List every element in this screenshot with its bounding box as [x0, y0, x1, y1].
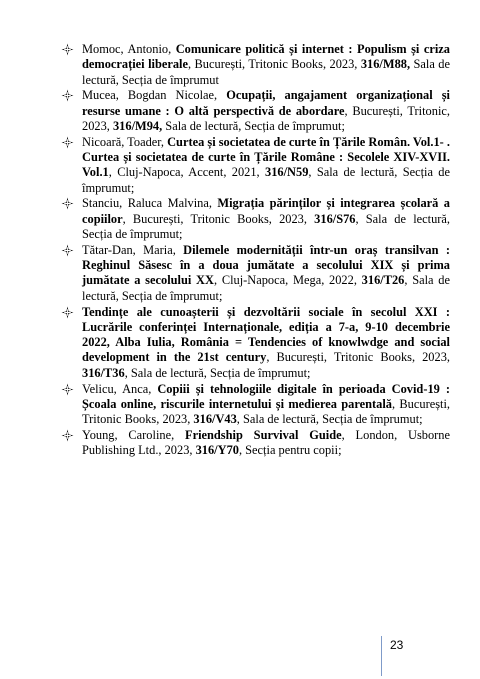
entry-text [82, 428, 450, 457]
entry-imprint: , București, Tritonic Books, 2023, [122, 211, 315, 226]
entry-text [82, 305, 450, 380]
entry-imprint: , București, Tritonic, 2023, [82, 103, 450, 133]
entry-author: Stanciu, Raluca Malvina, [82, 196, 218, 211]
entry-title: Curtea și societatea de curte în Țările Român. Vol.1- . Curtea și societatea de curte în Țările Române : Secolele XIV-XVII. Vol.1 [82, 134, 450, 180]
entry-author: Nicoară, Toader, [82, 134, 168, 149]
entry-title: Copiii și tehnologiile digitale în perioada Covid-19 : Școala online, riscurile internetului și medierea parentală [82, 381, 450, 411]
entry-location: , Sala de lectură, Secția de împrumut; [82, 165, 451, 195]
entry-location: , Sala de lectură, Secția de împrumut; [124, 365, 311, 380]
entry-title: Tendințe ale cunoașterii și dezvoltării sociale în secolul XXI : Lucrările conferinței Internaționale, ediția a 7-a, 9-10 decembrie 2022, Alba Iulia, România = Tendencies of knowlwdge and social development in the 21st century [82, 304, 450, 365]
bibliography-entry [60, 135, 450, 196]
entry-callnumber: 316/V43 [193, 412, 237, 427]
entry-callnumber: 316/T26 [361, 273, 405, 288]
entry-imprint: , London, Usborne Publishing Ltd., 2023, [82, 427, 451, 458]
entry-callnumber: 316/N59 [265, 165, 309, 180]
entry-author: Velicu, Anca, [82, 381, 158, 396]
bullet-icon [61, 136, 74, 149]
entry-author: Mucea, Bogdan Nicolae, [82, 88, 227, 103]
bibliography-list [60, 42, 450, 459]
entry-title: Friendship Survival Guide [185, 427, 342, 442]
entry-title: Dilemele modernității într-un oraș transilvan : Reghinul Săsesc în a doua jumătate a secolului XIX și prima jumătate a secolului XX [82, 242, 450, 288]
bibliography-entry [60, 88, 450, 134]
bullet-icon [61, 43, 74, 56]
entry-text [82, 42, 450, 87]
page-number: 23 [381, 636, 403, 676]
bullet-icon [61, 244, 74, 257]
entry-text [82, 243, 450, 303]
entry-author: Tătar-Dan, Maria, [82, 242, 184, 257]
entry-author: Young, Caroline, [82, 427, 186, 442]
entry-title: Ocupații, angajament organizațional și resurse umane : O altă perspectivă de abordare [82, 88, 450, 118]
bullet-icon [61, 197, 74, 210]
entry-callnumber: 316/Y70 [195, 443, 239, 458]
bullet-icon [61, 383, 74, 396]
entry-title: Migrația părinților și integrarea școlară a copiilor [82, 196, 451, 226]
entry-location: , Sala de lectură, Secția de împrumut; [82, 273, 450, 303]
entry-callnumber: 316/M88, [360, 57, 411, 72]
bibliography-entry [60, 428, 450, 459]
entry-imprint: , București, Tritonic Books, 2023, [82, 396, 451, 427]
entry-callnumber: 316/S76 [314, 211, 356, 226]
entry-location: , Secția pentru copii; [238, 443, 342, 458]
entry-callnumber: 316/M94, [112, 118, 163, 133]
entry-imprint: , București, Tritonic Books, 2023, [266, 350, 450, 365]
bullet-icon [61, 306, 74, 319]
bibliography-entry [60, 382, 450, 428]
bibliography-entry [60, 196, 450, 242]
entry-author: Momoc, Antonio, [82, 42, 176, 56]
bibliography-entry [60, 243, 450, 304]
bullet-icon [61, 89, 74, 102]
entry-location: , Sala de lectură, Secția de împrumut; [82, 211, 450, 242]
entry-imprint: , Cluj-Napoca, Mega, 2022, [213, 273, 362, 288]
entry-callnumber: 316/T36 [82, 365, 125, 380]
bullet-icon [61, 429, 74, 442]
entry-title: Comunicare politică și internet : Populism și criza democrației liberale [82, 42, 451, 72]
entry-text [82, 196, 450, 241]
entry-imprint: , Cluj-Napoca, Accent, 2021, [108, 165, 266, 180]
entry-location: Sala de lectură, Secția de împrumut; [162, 118, 345, 133]
entry-text [82, 135, 450, 195]
entry-imprint: , București, Tritonic Books, 2023, [187, 57, 361, 72]
bibliography-entry [60, 42, 450, 88]
entry-text [82, 88, 450, 133]
entry-location: Sala de lectură, Secția de împrumut [82, 57, 450, 87]
entry-location: , Sala de lectură, Secția de împrumut; [236, 412, 423, 427]
bibliography-entry [60, 305, 450, 381]
entry-text [82, 382, 450, 427]
